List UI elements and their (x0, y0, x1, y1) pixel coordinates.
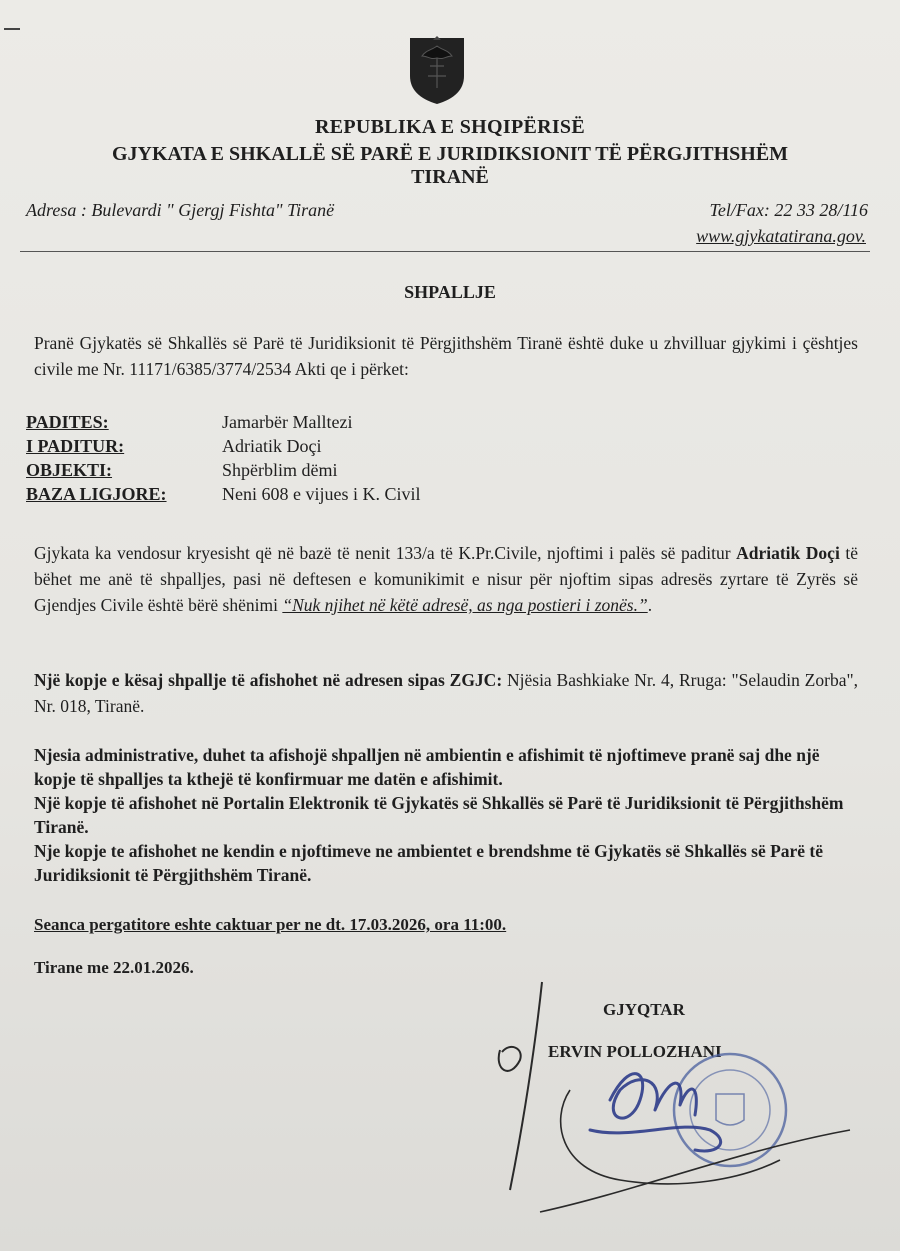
party-row (26, 410, 420, 434)
instructions-block (34, 743, 858, 887)
intro-paragraph: Pranë Gjykatës së Shkallës së Parë të Juridiksionit të Përgjithshëm Tiranë është duke u zhvilluar gjykimi i çështjes civile me Nr. 11171/6385/3774/2534 Akti qe i përket: (34, 333, 858, 379)
court-website: www.gjykatatirana.gov. (696, 226, 866, 246)
party-row (26, 434, 420, 458)
court-stamp (674, 1054, 786, 1166)
judge-title: GJYQTAR (603, 1000, 685, 1019)
party-label: PADITES: (26, 412, 109, 432)
decision-quote: “Nuk njihet në këtë adresë, as nga postieri i zonës.” (282, 595, 648, 615)
place-date: Tirane me 22.01.2026. (34, 958, 194, 977)
instruction-item: Njesia administrative, duhet ta afishojë shpalljen në ambientin e afishimit të njoftimeve pranë saj dhe një kopje të shpalljes ta kthejë të konfirmuar me datën e afishimit. (34, 745, 820, 789)
decision-text-1: Gjykata ka vendosur kryesisht që në bazë të nenit 133/a të K.Pr.Civile, njoftimi i palës së paditur (34, 543, 737, 563)
hearing-notice: Seanca pergatitore eshte caktuar per ne dt. 17.03.2026, ora 11:00. (34, 915, 507, 934)
party-row (26, 482, 420, 506)
parties-list (26, 410, 420, 506)
party-value: Adriatik Doçi (222, 436, 322, 456)
judge-name: ERVIN POLLOZHANI (548, 1042, 722, 1061)
court-heading: GJYKATA E SHKALLË SË PARË E JURIDIKSIONIT TË PËRGJITHSHËM (111, 143, 789, 165)
posting-bold: Një kopje e kësaj shpallje të afishohet në adresen sipas ZGJC: (34, 670, 503, 690)
coat-of-arms-emblem (408, 36, 466, 106)
posting-paragraph (34, 667, 858, 719)
court-address: Adresa : Bulevardi " Gjergj Fishta" Tiranë (26, 200, 335, 220)
republic-heading: REPUBLIKA E SHQIPËRISË (314, 116, 585, 138)
party-label: I PADITUR: (26, 436, 125, 456)
decision-paragraph (34, 540, 858, 618)
party-label: OBJEKTI: (26, 460, 113, 480)
party-value: Neni 608 e vijues i K. Civil (222, 484, 421, 504)
party-label: BAZA LIGJORE: (26, 484, 167, 504)
corner-mark (4, 28, 20, 30)
decision-text-2: të bëhet me anë të shpalljes, pasi në deftesen e komunikimit e nisur për njoftim sipas adresës zyrtare të Zyrës së Gjendjes Civile është bërë shënimi (34, 543, 858, 615)
party-value: Shpërblim dëmi (222, 460, 338, 480)
posting-address: Njësia Bashkiake Nr. 4, Rruga: "Selaudin Zorba", Nr. 018, Tiranë. (34, 670, 858, 716)
signature-and-stamp (480, 980, 860, 1220)
instruction-item: Një kopje të afishohet në Portalin Elektronik të Gjykatës së Shkallës së Parë të Juridiksionit të Përgjithshëm Tiranë. (34, 793, 844, 837)
court-telfax: Tel/Fax: 22 33 28/116 (709, 200, 868, 220)
document-title: SHPALLJE (404, 282, 496, 302)
city-heading: TIRANË (411, 166, 489, 188)
party-value: Jamarbër Malltezi (222, 412, 353, 432)
instruction-item: Nje kopje te afishohet ne kendin e njoftimeve ne ambientet e brendshme të Gjykatës së Shkallës së Parë të Juridiksionit të Përgjithshëm Tiranë. (34, 841, 824, 885)
defendant-name: Adriatik Doçi (736, 543, 840, 563)
header-divider (20, 251, 870, 252)
party-row (26, 458, 420, 482)
decision-text-3: . (647, 595, 653, 615)
